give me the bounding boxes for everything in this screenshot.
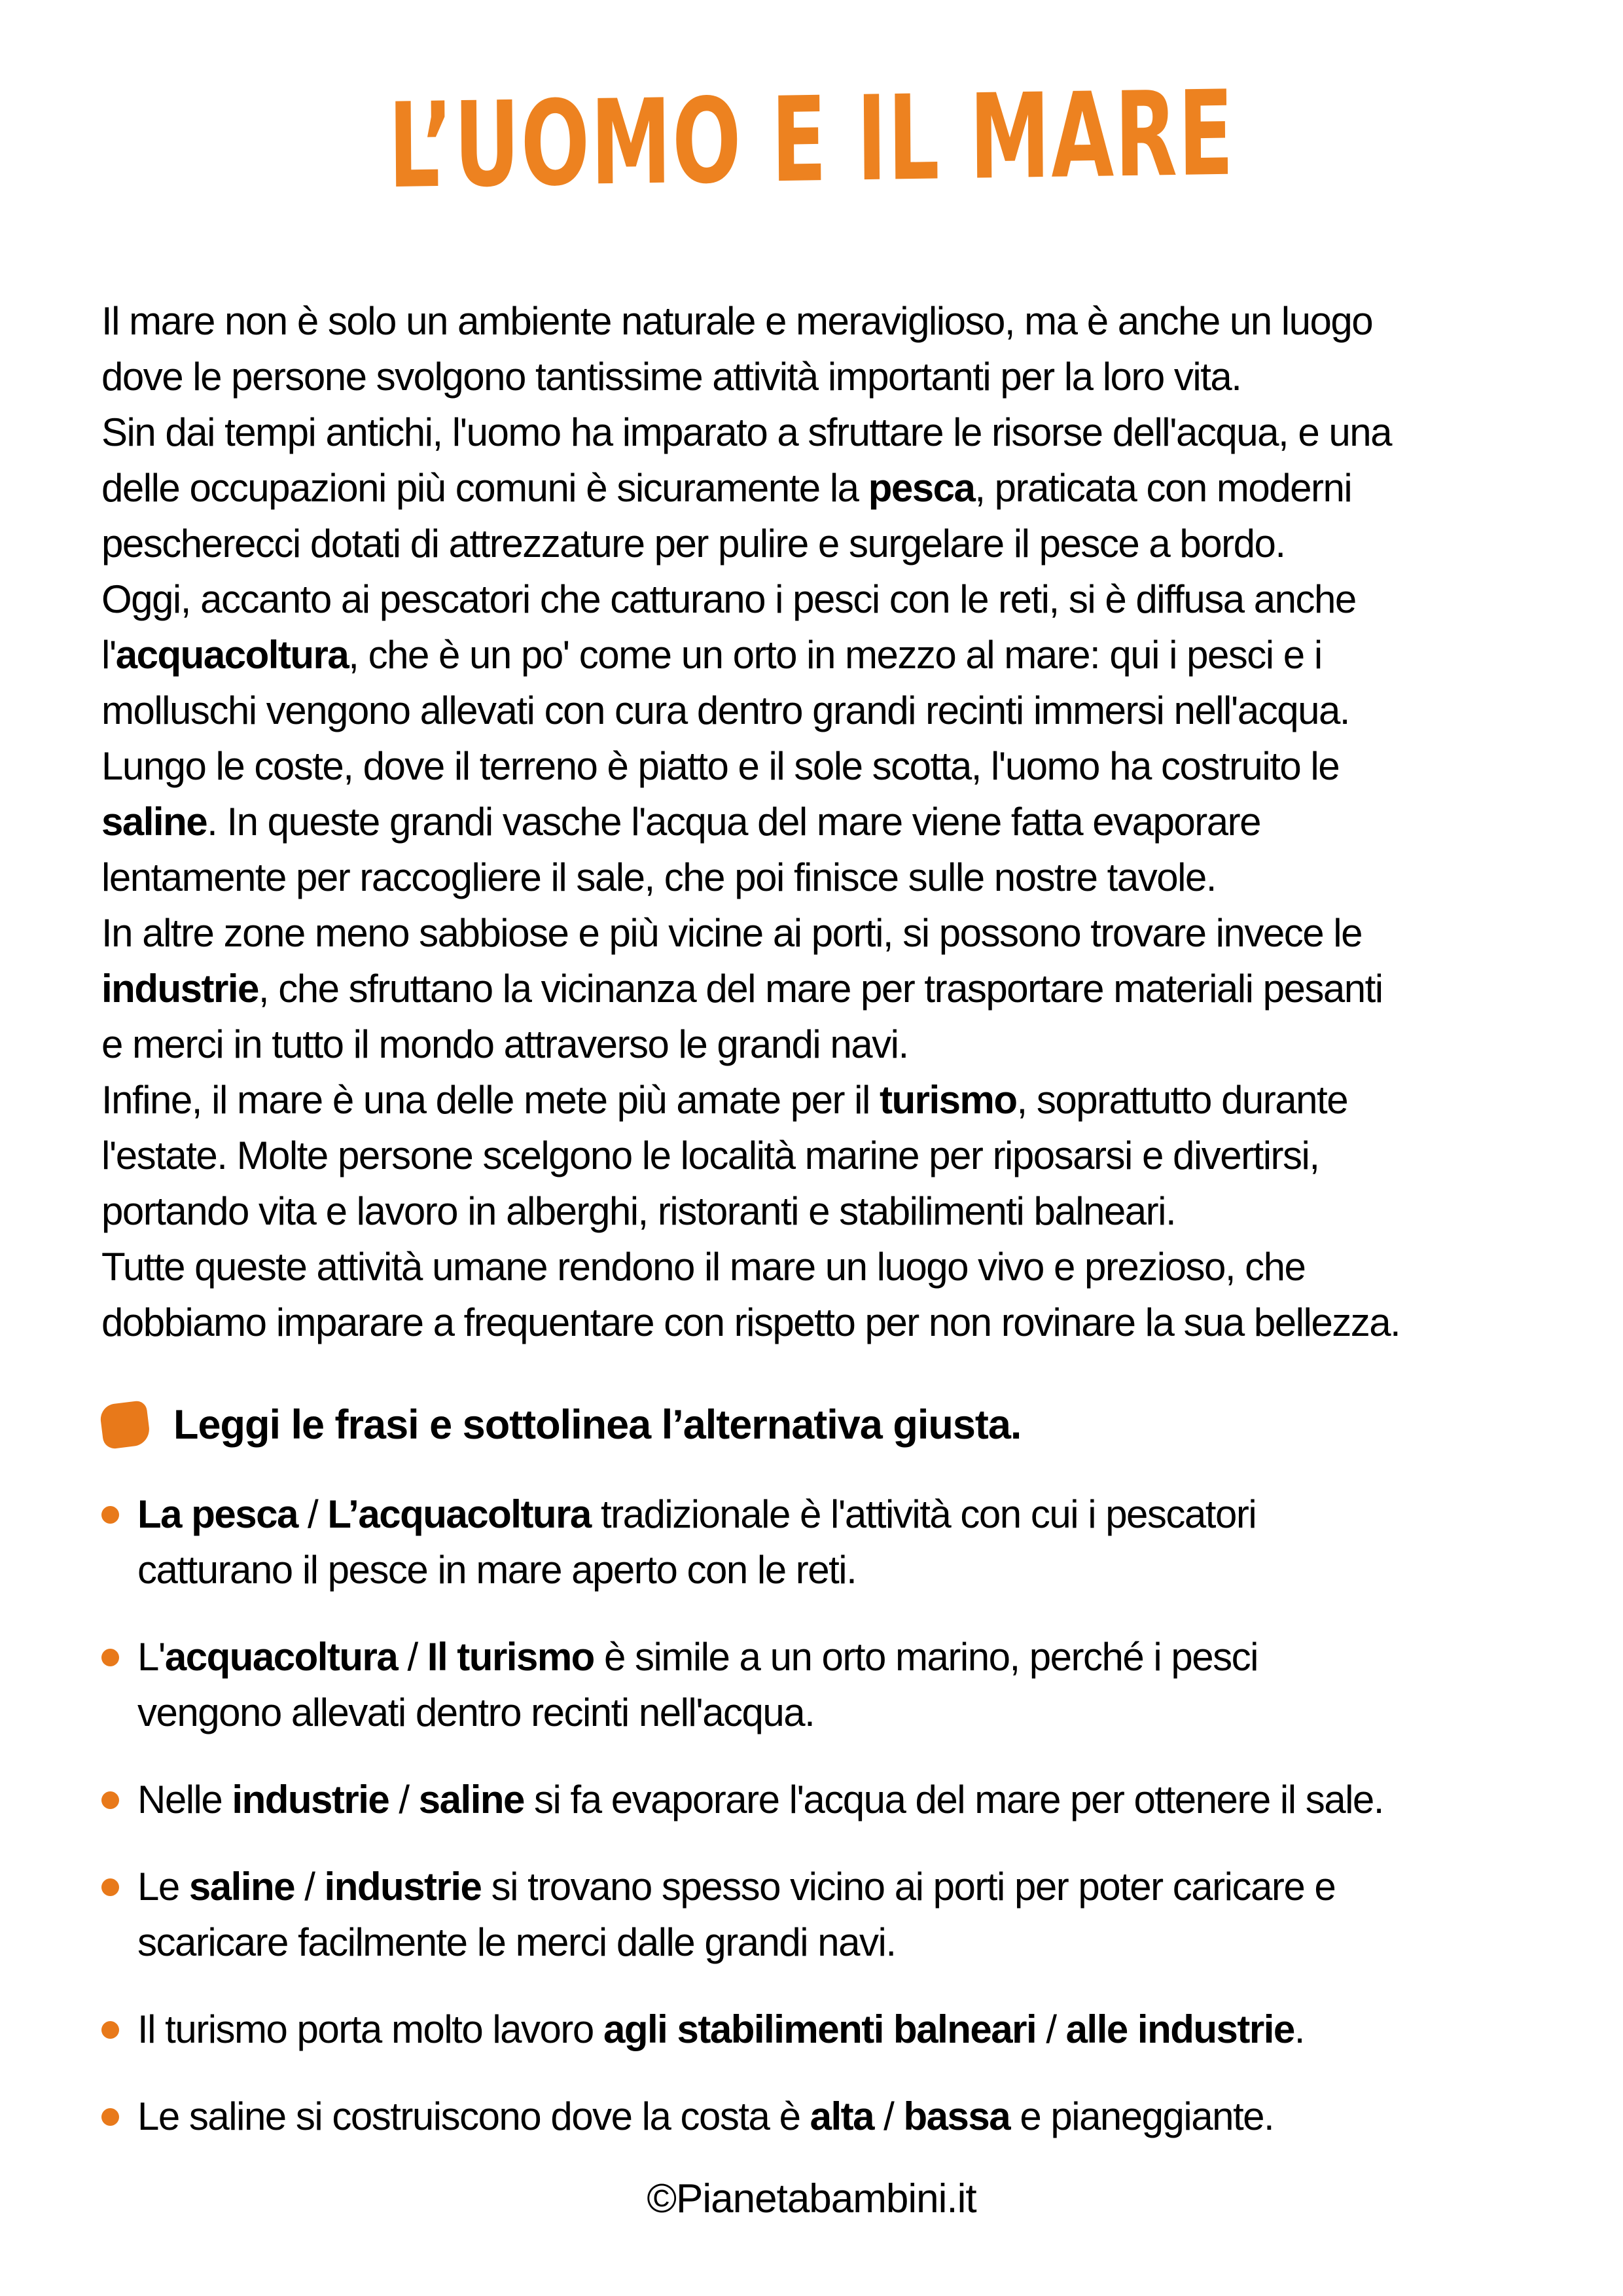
exercise-item-text bbox=[137, 2001, 1522, 2057]
text-run: , che sfruttano la vicinanza del mare per trasportare materiali pesanti bbox=[258, 967, 1383, 1011]
text-run: / bbox=[1036, 2007, 1066, 2051]
alternative-option: acquacoltura bbox=[164, 1635, 398, 1679]
exercise-list bbox=[101, 1486, 1522, 2144]
orange-dot-bullet-icon bbox=[101, 1878, 119, 1896]
text-run: Tutte queste attività umane rendono il mare un luogo vivo e prezioso, che bbox=[101, 1245, 1306, 1289]
exercise-item bbox=[101, 1486, 1522, 1598]
text-line bbox=[137, 1542, 1522, 1598]
text-line bbox=[137, 1772, 1522, 1827]
orange-dot-bullet-icon bbox=[101, 1791, 119, 1809]
alternative-option: saline bbox=[418, 1778, 524, 1821]
text-line bbox=[137, 2001, 1522, 2057]
exercise-item-text bbox=[137, 2089, 1522, 2144]
text-line bbox=[101, 460, 1522, 516]
alternative-option: L’acquacoltura bbox=[327, 1492, 591, 1536]
text-line bbox=[101, 850, 1522, 905]
text-run: / bbox=[389, 1778, 419, 1821]
text-run: Lungo le coste, dove il terreno è piatto e il sole scotta, l'uomo ha costruito le bbox=[101, 744, 1340, 788]
exercise-item bbox=[101, 1772, 1522, 1827]
alternative-option: industrie bbox=[232, 1778, 389, 1821]
orange-blob-marker-icon bbox=[99, 1400, 151, 1450]
text-run: Nelle bbox=[137, 1778, 232, 1821]
text-line bbox=[101, 683, 1522, 738]
alternative-option: alle industrie bbox=[1065, 2007, 1294, 2051]
text-line bbox=[101, 1016, 1522, 1072]
alternative-option: agli stabilimenti balneari bbox=[603, 2007, 1037, 2051]
text-line bbox=[101, 961, 1522, 1016]
text-run: dove le persone svolgono tantissime attività importanti per la loro vita. bbox=[101, 355, 1241, 399]
text-run: portando vita e lavoro in alberghi, ristoranti e stabilimenti balneari. bbox=[101, 1189, 1176, 1233]
alternative-option: Il turismo bbox=[427, 1635, 594, 1679]
text-run: L' bbox=[137, 1635, 165, 1679]
alternative-option: bassa bbox=[903, 2094, 1010, 2138]
text-line bbox=[101, 293, 1522, 349]
alternative-option: industrie bbox=[324, 1865, 482, 1909]
key-term: pesca bbox=[868, 466, 975, 510]
text-run: si fa evaporare l'acqua del mare per ottenere il sale. bbox=[524, 1778, 1383, 1821]
text-run: . bbox=[1294, 2007, 1304, 2051]
text-run: l' bbox=[101, 633, 116, 677]
key-term: turismo bbox=[880, 1078, 1017, 1122]
text-run: , che è un po' come un orto in mezzo al mare: qui i pesci e i bbox=[348, 633, 1322, 677]
text-run: vengono allevati dentro recinti nell'acqua. bbox=[137, 1691, 815, 1734]
alternative-option: alta bbox=[810, 2094, 874, 2138]
exercise-item bbox=[101, 1629, 1522, 1740]
exercise-item-text bbox=[137, 1772, 1522, 1827]
text-line bbox=[101, 1239, 1522, 1295]
exercise-item-text bbox=[137, 1486, 1522, 1598]
text-run: l'estate. Molte persone scelgono le località marine per riposarsi e divertirsi, bbox=[101, 1134, 1319, 1177]
text-run: tradizionale è l'attività con cui i pescatori bbox=[590, 1492, 1257, 1536]
text-line bbox=[101, 1128, 1522, 1183]
exercise-item bbox=[101, 1859, 1522, 1970]
text-line bbox=[101, 571, 1522, 627]
text-run: scaricare facilmente le merci dalle grandi navi. bbox=[137, 1920, 896, 1964]
text-run: , soprattutto durante bbox=[1016, 1078, 1348, 1122]
text-run: / bbox=[297, 1492, 328, 1536]
text-run: molluschi vengono allevati con cura dentro grandi recinti immersi nell'acqua. bbox=[101, 689, 1349, 732]
text-run: Oggi, accanto ai pescatori che catturano i pesci con le reti, si è diffusa anche bbox=[101, 577, 1356, 621]
text-line bbox=[101, 627, 1522, 683]
text-line bbox=[137, 1914, 1522, 1970]
key-term: industrie bbox=[101, 967, 259, 1011]
text-run: pescherecci dotati di attrezzature per pulire e surgelare il pesce a bordo. bbox=[101, 522, 1285, 565]
text-line bbox=[101, 1295, 1522, 1350]
text-run: catturano il pesce in mare aperto con le reti. bbox=[137, 1548, 857, 1592]
exercise-item-text bbox=[137, 1859, 1522, 1970]
text-run: e merci in tutto il mondo attraverso le grandi navi. bbox=[101, 1022, 908, 1066]
exercise-item bbox=[101, 2089, 1522, 2144]
text-run: . In queste grandi vasche l'acqua del mare viene fatta evaporare bbox=[207, 800, 1260, 844]
text-line bbox=[137, 1629, 1522, 1685]
orange-dot-bullet-icon bbox=[101, 2108, 119, 2126]
text-line bbox=[101, 794, 1522, 850]
text-run: Le bbox=[137, 1865, 189, 1909]
exercise-instruction-row bbox=[101, 1401, 1522, 1448]
text-run: In altre zone meno sabbiose e più vicine ai porti, si possono trovare invece le bbox=[101, 911, 1362, 955]
text-run: Le saline si costruiscono dove la costa è bbox=[137, 2094, 810, 2138]
text-run: Infine, il mare è una delle mete più amate per il bbox=[101, 1078, 880, 1122]
text-run: Sin dai tempi antichi, l'uomo ha imparato a sfruttare le risorse dell'acqua, e una bbox=[101, 410, 1392, 454]
text-line bbox=[101, 738, 1522, 794]
footer-credit: ©Pianetabambini.it bbox=[647, 2176, 976, 2221]
page-title: L’UOMO E IL MARE bbox=[387, 65, 1236, 215]
text-run: delle occupazioni più comuni è sicuramente la bbox=[101, 466, 868, 510]
exercise-item-text bbox=[137, 1629, 1522, 1740]
text-line bbox=[137, 2089, 1522, 2144]
instruction-text: Leggi le frasi e sottolinea l’alternativa giusta. bbox=[173, 1402, 1022, 1448]
key-term: acquacoltura bbox=[115, 633, 349, 677]
text-line bbox=[137, 1486, 1522, 1542]
text-run: è simile a un orto marino, perché i pesci bbox=[594, 1635, 1258, 1679]
page-header bbox=[0, 65, 1623, 215]
text-line bbox=[101, 1072, 1522, 1128]
text-line bbox=[137, 1685, 1522, 1740]
exercise-item bbox=[101, 2001, 1522, 2057]
alternative-option: La pesca bbox=[137, 1492, 298, 1536]
alternative-option: saline bbox=[188, 1865, 295, 1909]
text-run: Il mare non è solo un ambiente naturale e meraviglioso, ma è anche un luogo bbox=[101, 299, 1373, 343]
text-run: / bbox=[874, 2094, 904, 2138]
text-line bbox=[101, 516, 1522, 571]
text-run: Il turismo porta molto lavoro bbox=[137, 2007, 603, 2051]
text-run: / bbox=[397, 1635, 427, 1679]
key-term: saline bbox=[101, 800, 207, 844]
text-run: dobbiamo imparare a frequentare con rispetto per non rovinare la sua bellezza. bbox=[101, 1300, 1400, 1344]
text-run: e pianeggiante. bbox=[1010, 2094, 1274, 2138]
text-run: si trovano spesso vicino ai porti per poter caricare e bbox=[481, 1865, 1336, 1909]
orange-dot-bullet-icon bbox=[101, 2021, 119, 2039]
content-column bbox=[101, 293, 1522, 2144]
text-run: / bbox=[294, 1865, 325, 1909]
text-run: , praticata con moderni bbox=[974, 466, 1352, 510]
text-line bbox=[101, 1183, 1522, 1239]
intro-paragraph bbox=[101, 293, 1522, 1350]
text-line bbox=[101, 905, 1522, 961]
text-line bbox=[101, 349, 1522, 404]
orange-dot-bullet-icon bbox=[101, 1649, 119, 1666]
text-line bbox=[137, 1859, 1522, 1914]
orange-dot-bullet-icon bbox=[101, 1506, 119, 1524]
text-line bbox=[101, 404, 1522, 460]
text-run: lentamente per raccogliere il sale, che poi finisce sulle nostre tavole. bbox=[101, 855, 1216, 899]
